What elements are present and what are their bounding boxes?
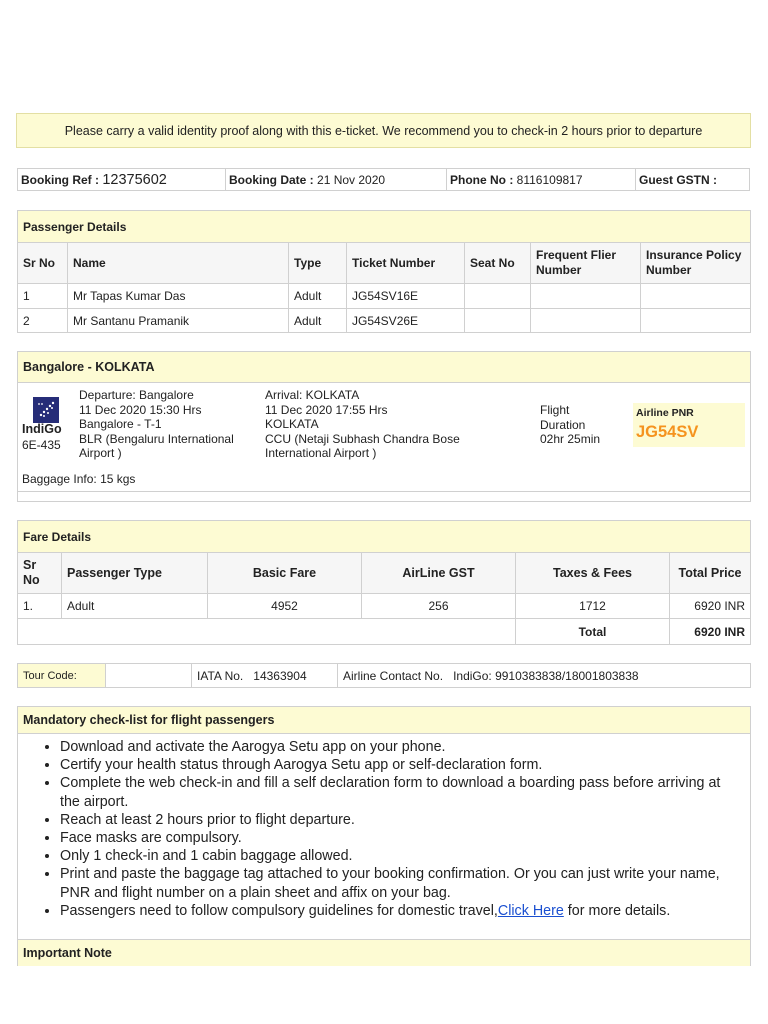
airline-contact-cell	[338, 664, 751, 688]
list-item: • Face masks are compulsory.	[60, 829, 744, 847]
fare-header-total: Total Price	[670, 553, 751, 594]
booking-date-value: 21 Nov 2020	[317, 172, 386, 187]
click-here-link[interactable]: Click Here	[497, 902, 564, 919]
departure-line: Bangalore - T-1	[79, 417, 162, 432]
fare-basic: 4952	[208, 594, 362, 619]
id-proof-notice: Please carry a valid identity proof along with this e-ticket. We recommend you to check-in 2 hours prior to departure	[16, 113, 751, 148]
flight-section-divider	[18, 491, 750, 492]
arrival-line: KOLKATA	[265, 417, 319, 432]
checklist-title: Mandatory check-list for flight passengers	[18, 707, 750, 734]
fare-header-gst: AirLine GST	[362, 553, 516, 594]
fare-pax-type: Adult	[62, 594, 208, 619]
airline-pnr-value: JG54SV	[636, 423, 699, 441]
fare-taxes: 1712	[516, 594, 670, 619]
flight-number: 6E-435	[22, 438, 61, 452]
pax-header-name: Name	[68, 243, 289, 284]
indigo-logo-icon	[33, 397, 59, 423]
departure-line: BLR (Bengaluru International	[79, 431, 234, 446]
list-item: • Print and paste the baggage tag attached to your booking confirmation. Or you can just write your name, PNR and flight number on a plain sheet and affix on your bag.	[60, 865, 744, 901]
tour-info-bar	[17, 663, 751, 688]
tour-code-value	[106, 664, 192, 688]
booking-ref-cell	[18, 169, 226, 191]
fare-details-table	[17, 520, 751, 645]
duration-line: Flight	[540, 403, 570, 417]
list-item: • Reach at least 2 hours prior to flight departure.	[60, 811, 744, 829]
arrival-line: Arrival: KOLKATA	[265, 388, 360, 402]
important-note-title: Important Note	[18, 939, 750, 966]
flight-route-title: Bangalore - KOLKATA	[18, 352, 750, 383]
airline-pnr-label: Airline PNR	[636, 407, 694, 419]
tour-code-label: Tour Code:	[18, 664, 106, 688]
pax-name: Mr Tapas Kumar Das	[68, 284, 289, 309]
flight-duration	[540, 403, 620, 447]
checklist-section	[17, 706, 751, 966]
list-item: • Download and activate the Aarogya Setu app on your phone.	[60, 738, 744, 756]
fare-header-taxes: Taxes & Fees	[516, 553, 670, 594]
phone-value: 8116109817	[516, 172, 583, 187]
arrival-line: CCU (Netaji Subhash Chandra Bose	[265, 431, 460, 446]
airline-pnr-box	[633, 403, 745, 447]
departure-line: 11 Dec 2020 15:30 Hrs	[79, 402, 202, 417]
list-item: • Certify your health status through Aarogya Setu app or self-declaration form.	[60, 756, 744, 774]
pax-seat	[465, 284, 531, 309]
pax-header-type: Type	[289, 243, 347, 284]
fare-details-title: Fare Details	[18, 521, 751, 553]
pax-insurance	[641, 284, 751, 309]
pax-header-insurance: Insurance Policy Number	[641, 243, 751, 284]
pax-header-ticket: Ticket Number	[347, 243, 465, 284]
pax-header-ffn: Frequent Flier Number	[531, 243, 641, 284]
fare-total-value: 6920 INR	[670, 619, 751, 645]
duration-line: Duration	[540, 417, 586, 432]
passenger-details-title: Passenger Details	[18, 211, 751, 243]
phone-cell	[447, 169, 636, 191]
list-item: • Only 1 check-in and 1 cabin baggage allowed.	[60, 847, 744, 865]
passenger-details-table	[17, 210, 751, 333]
fare-header-pax-type: Passenger Type	[62, 553, 208, 594]
airline-contact-label: Airline Contact No.	[343, 668, 444, 683]
airline-contact-value: IndiGo: 9910383838/18001803838	[453, 668, 639, 683]
flight-details-section	[17, 351, 751, 502]
phone-label: Phone No :	[450, 172, 514, 187]
booking-ref-label: Booking Ref :	[21, 172, 99, 187]
pax-sr: 1	[18, 284, 68, 309]
gstn-cell	[636, 169, 750, 191]
airline-name: IndiGo	[22, 422, 62, 436]
table-row	[18, 594, 751, 619]
arrival-line: International Airport )	[265, 446, 377, 461]
arrival-line: 11 Dec 2020 17:55 Hrs	[265, 402, 388, 417]
pax-ffn	[531, 309, 641, 333]
departure-line: Airport )	[79, 446, 122, 461]
fare-header-sr: Sr No	[18, 553, 62, 594]
pax-name: Mr Santanu Pramanik	[68, 309, 289, 333]
iata-cell	[192, 664, 338, 688]
pax-header-seat: Seat No	[465, 243, 531, 284]
fare-sr: 1.	[18, 594, 62, 619]
baggage-info: Baggage Info: 15 kgs	[22, 472, 136, 486]
fare-gst: 256	[362, 594, 516, 619]
pax-seat	[465, 309, 531, 333]
pax-ticket: JG54SV16E	[347, 284, 465, 309]
booking-ref-value: 12375602	[102, 171, 167, 188]
list-item	[60, 902, 744, 920]
iata-value: 14363904	[253, 668, 307, 683]
pax-sr: 2	[18, 309, 68, 333]
pax-insurance	[641, 309, 751, 333]
iata-label: IATA No.	[197, 668, 244, 683]
duration-line: 02hr 25min	[540, 432, 601, 447]
pax-ticket: JG54SV26E	[347, 309, 465, 333]
fare-total-row	[18, 619, 751, 645]
pax-type: Adult	[289, 284, 347, 309]
guidelines-text: Passengers need to follow compulsory guidelines for domestic travel,	[60, 902, 498, 919]
table-row	[18, 309, 751, 333]
booking-info-bar	[17, 168, 750, 191]
fare-total-price: 6920 INR	[670, 594, 751, 619]
booking-date-cell	[226, 169, 447, 191]
gstn-label: Guest GSTN :	[639, 172, 718, 187]
table-row	[18, 284, 751, 309]
fare-total-label: Total	[516, 619, 670, 645]
pax-header-sr: Sr No	[18, 243, 68, 284]
guidelines-suffix: for more details.	[563, 902, 671, 919]
arrival-info	[265, 388, 495, 461]
pax-type: Adult	[289, 309, 347, 333]
departure-info	[79, 388, 259, 461]
checklist-list	[18, 734, 750, 920]
departure-line: Departure: Bangalore	[79, 388, 194, 402]
list-item: • Complete the web check-in and fill a self declaration form to download a boarding pass before arriving at the airport.	[60, 774, 744, 810]
booking-date-label: Booking Date :	[229, 172, 314, 187]
fare-header-basic: Basic Fare	[208, 553, 362, 594]
pax-ffn	[531, 284, 641, 309]
